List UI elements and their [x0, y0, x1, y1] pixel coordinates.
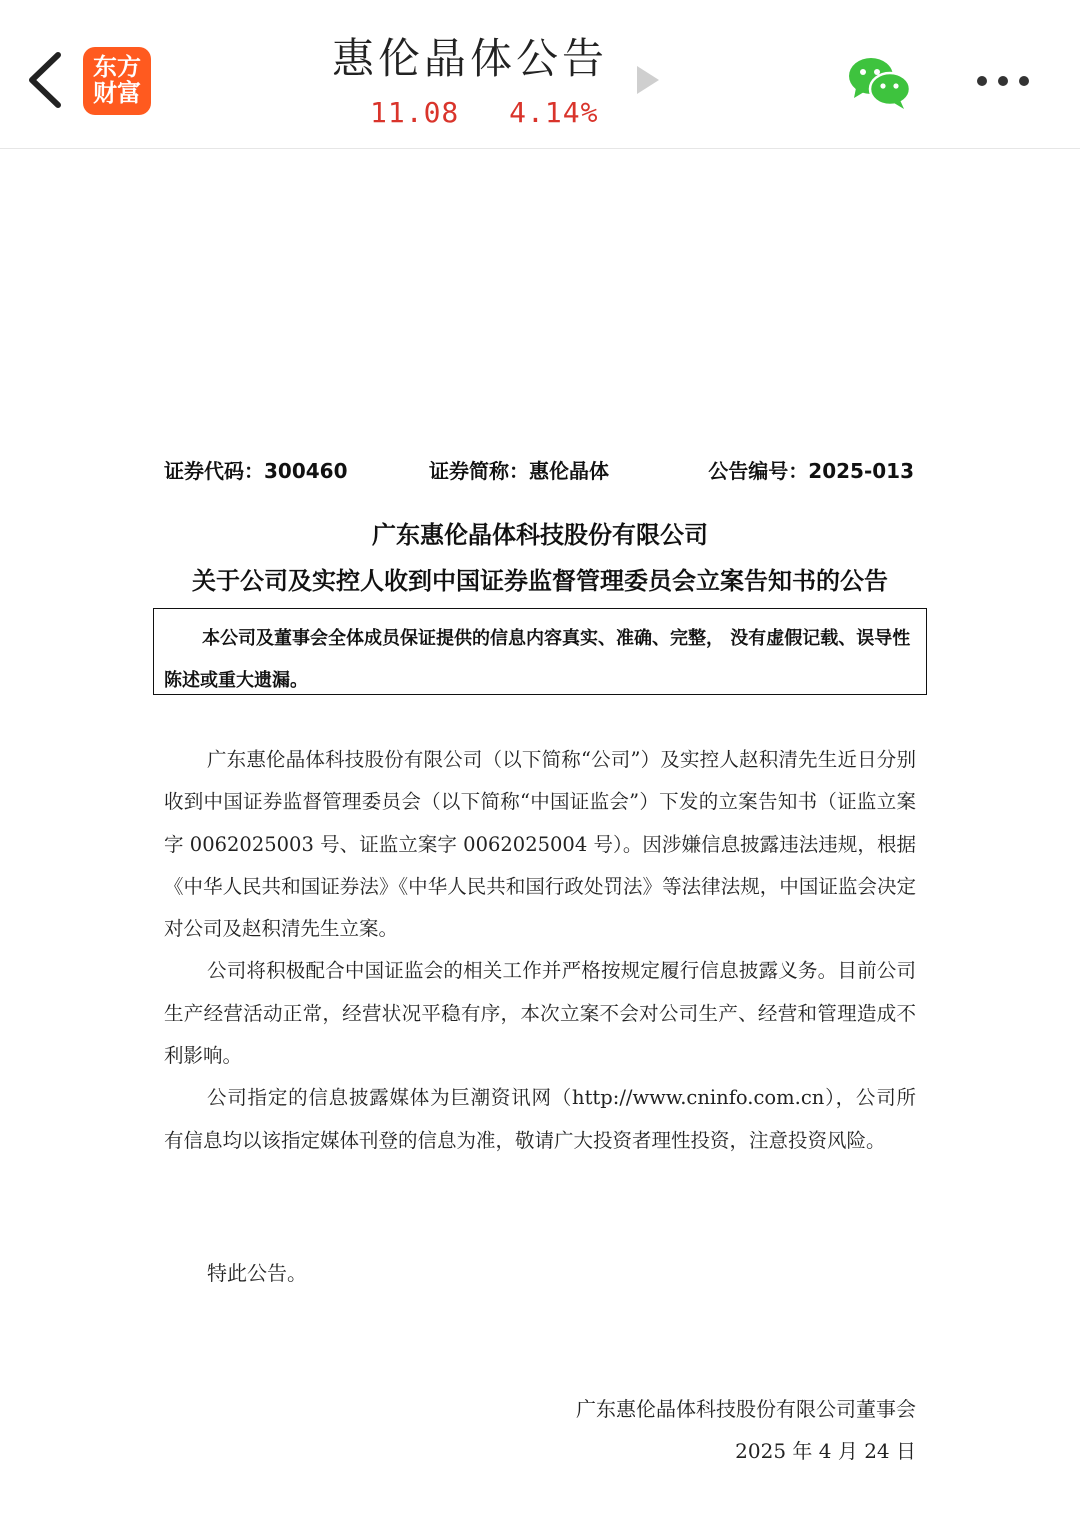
page-title-container [320, 30, 620, 88]
logo-text-line2: 财富 [93, 79, 141, 107]
signature-board: 广东惠伦晶体科技股份有限公司董事会 [576, 1397, 916, 1421]
stock-change-percent: 4.14% [509, 96, 599, 129]
wechat-share-button[interactable] [846, 54, 912, 110]
securities-short-name: 证券简称：惠伦晶体 [429, 459, 609, 483]
wechat-icon [846, 54, 912, 110]
securities-code: 证券代码：300460 [164, 459, 348, 483]
body-paragraph: 广东惠伦晶体科技股份有限公司（以下简称“公司”）及实控人赵积清先生近日分别收到中国证券监督管理委员会（以下简称“中国证监会”）下发的立案告知书（证监立案字 0062025003 号、证监立案字 0062025004 号）。因涉嫌信息披露违法违规，根据《中华人民共和国证券法》《中华人民共和国行政处罚法》等法律法规，中国证监会决定对公司及赵积清先生立案。 [164, 748, 916, 941]
logo-text-line1: 东方 [93, 53, 141, 81]
chevron-left-icon [20, 45, 70, 115]
back-button[interactable] [20, 45, 70, 115]
announcement-number: 公告编号：2025-013 [708, 459, 914, 483]
announcement-title: 关于公司及实控人收到中国证券监督管理委员会立案告知书的公告 [192, 567, 888, 595]
play-arrow-icon[interactable] [637, 66, 659, 94]
closing-statement: 特此公告。 [207, 1261, 307, 1285]
stock-price: 11.08 [370, 96, 460, 129]
page-title: 惠伦晶体公告 [331, 34, 608, 83]
app-logo[interactable] [83, 47, 151, 115]
body-paragraph: 公司指定的信息披露媒体为巨潮资讯网（http://www.cninfo.com.cn），公司所有信息均以该指定媒体刊登的信息为准，敬请广大投资者理性投资，注意投资风险。 [164, 1086, 916, 1152]
stock-quote[interactable] [370, 96, 598, 129]
company-name-heading: 广东惠伦晶体科技股份有限公司 [372, 521, 708, 549]
announcement-date: 2025 年 4 月 24 日 [735, 1439, 916, 1463]
announcement-body [164, 739, 916, 1162]
top-nav-bar [0, 0, 1080, 149]
body-paragraph: 公司将积极配合中国证监会的相关工作并严格按规定履行信息披露义务。目前公司生产经营活动正常，经营状况平稳有序，本次立案不会对公司生产、经营和管理造成不利影响。 [164, 959, 916, 1068]
announcement-meta-row [164, 455, 916, 491]
more-options-button[interactable] [972, 66, 1034, 96]
disclaimer-box: 本公司及董事会全体成员保证提供的信息内容真实、准确、完整， 没有虚假记载、误导性陈述或重大遗漏。 [153, 608, 927, 695]
announcement-document[interactable] [0, 149, 1080, 1515]
